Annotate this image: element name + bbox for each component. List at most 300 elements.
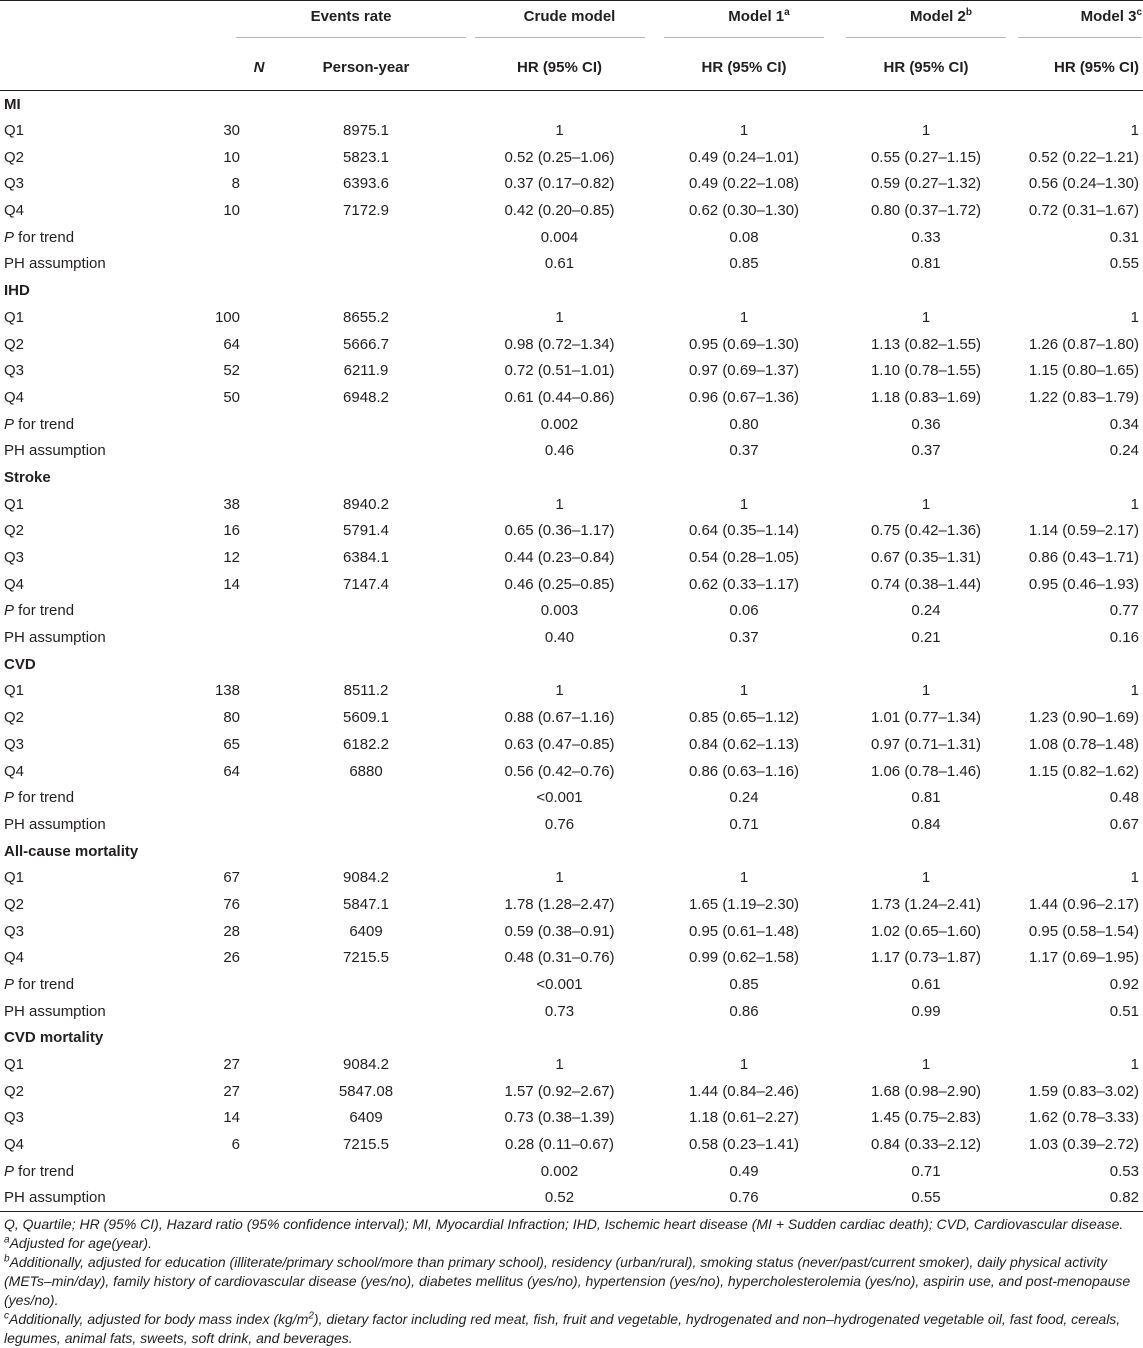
header-hr-model1: HR (95% CI) [653,46,835,91]
hr-model2-cell: 0.24 [911,602,941,620]
events-n-cell [196,624,266,651]
hr-model3-cell: 1.22 (0.83–1.79) [1028,388,1139,406]
table-row [0,251,1143,278]
hr-model3-cell: 0.67 [1109,815,1139,833]
footnote-b-mark: b [4,1253,10,1265]
hr-model3-cell: 1 [1130,869,1139,887]
hr-model2-cell: 1.13 (0.82–1.55) [870,335,982,353]
hr-model1-cell: 0.08 [729,228,759,246]
table-row [0,971,1143,998]
person-year-cell: 5847.1 [343,895,389,913]
hr-model2-cell: 0.81 [911,789,941,807]
hr-model2-cell: 0.74 (0.38–1.44) [870,575,982,593]
hr-crude-cell: 0.56 (0.42–0.76) [504,762,615,780]
events-n-cell: 30 [223,122,240,140]
hr-crude-cell: 0.48 (0.31–0.76) [504,949,615,967]
events-n-cell: 138 [214,682,240,700]
hr-model2-cell: 0.37 [911,442,941,460]
events-n-cell: 27 [223,1082,240,1100]
table-row [0,411,1143,438]
crude-model-label: Crude model [475,8,645,38]
hr-model1-cell: 0.97 (0.69–1.37) [688,362,800,380]
hr-model3-cell: 0.82 [1017,1185,1143,1212]
hr-crude-cell: 1.57 (0.92–2.67) [504,1082,615,1100]
person-year-cell [266,437,466,464]
hr-model1-cell: 1 [739,122,749,140]
hr-model1-cell: 0.95 (0.61–1.48) [688,922,800,940]
events-n-cell: 12 [223,549,240,567]
hr-model2-cell: 0.81 [911,255,941,273]
person-year-cell: 8511.2 [343,682,389,700]
person-year-cell: 7215.5 [343,1136,389,1154]
model1-sup: a [784,7,790,19]
hr-crude-cell: 0.52 [466,1185,653,1212]
hr-model1-cell: 1.18 (0.61–2.27) [688,1109,800,1127]
hr-model2-cell: 1 [921,122,931,140]
hr-model3-cell: 0.92 [1109,976,1139,994]
events-n-cell: 28 [223,922,240,940]
hr-model3-cell: 1.15 (0.80–1.65) [1028,362,1139,380]
hr-crude-cell: 1 [555,122,564,140]
footnote-c [4,1310,1139,1348]
hr-model1-cell: 0.86 [729,1002,759,1020]
row-label-cell: Q4 [4,202,25,220]
events-n-cell: 50 [223,388,240,406]
table-row [0,1158,1143,1185]
hr-model3-cell: 0.72 (0.31–1.67) [1028,202,1139,220]
row-label-cell: Q4 [4,388,25,406]
table-row [0,731,1143,758]
hr-model3-cell: 1.26 (0.87–1.80) [1028,335,1139,353]
hr-model2-cell: 0.55 (0.27–1.15) [870,148,982,166]
hr-model2-cell: 1.02 (0.65–1.60) [870,922,982,940]
section-title: CVD [4,655,36,673]
hr-model1-cell: 0.85 [729,255,759,273]
table-body [0,91,1143,1212]
events-n-cell: 80 [223,709,240,727]
hr-model3-cell: 1 [1130,308,1139,326]
row-label-cell: Q2 [4,895,25,913]
hr-model1-cell: 0.99 (0.62–1.58) [688,949,800,967]
model3-sup: c [1136,7,1142,19]
table-row [0,171,1143,198]
hr-model2-cell: 1 [921,495,931,513]
events-n-cell: 52 [223,362,240,380]
section-header-row [0,91,1143,118]
table-row [0,1131,1143,1158]
hr-model1-cell: 0.24 [729,789,759,807]
events-n-cell [196,998,266,1025]
row-label-cell: Q3 [4,1109,25,1127]
person-year-cell: 6182.2 [343,735,389,753]
hr-model3-cell: 1 [1130,1056,1139,1074]
table-row [0,224,1143,251]
hr-model1-cell: 0.86 (0.63–1.16) [688,762,800,780]
table-row [0,491,1143,518]
row-label-cell: Q4 [4,1136,25,1154]
person-year-cell: 8655.2 [343,308,389,326]
person-year-cell [266,1185,466,1212]
hr-model1-cell: 1.44 (0.84–2.46) [688,1082,800,1100]
footnote-c-text-2: ), dietary factor including red meat, fish, fruit and vegetable, hydrogenated and non–hydrogenated vegetable oil, fast food, cereals, legumes, animal fats, sweets, soft drink, and beverages. [4,1311,1121,1346]
person-year-cell [266,811,466,838]
person-year-cell: 9084.2 [343,869,389,887]
section-title: All-cause mortality [4,842,139,860]
table-row [0,864,1143,891]
person-year-cell [266,411,466,438]
person-year-cell [266,598,466,625]
hr-model2-cell: 1.01 (0.77–1.34) [870,709,982,727]
hr-model1-cell: 0.80 [729,415,759,433]
hr-crude-cell: 0.76 [544,815,575,833]
row-label-cell: Q4 [4,575,25,593]
events-n-cell [196,598,266,625]
row-label-cell: Q3 [4,175,25,193]
person-year-cell: 6393.6 [343,175,389,193]
hr-model3-cell: 0.24 [1109,442,1139,460]
row-label-cell: Q1 [4,495,25,513]
row-label-cell: Q2 [4,148,25,166]
header-hr-model2: HR (95% CI) [835,46,1017,91]
hr-model3-cell: 0.86 (0.43–1.71) [1028,549,1139,567]
hr-model2-cell: 1.06 (0.78–1.46) [870,762,982,780]
hr-model2-cell: 0.97 (0.71–1.31) [870,735,982,753]
table-row [0,384,1143,411]
row-label-cell: PH assumption [4,442,106,460]
hr-model1-cell: 1 [739,1056,749,1074]
person-year-cell: 5847.08 [338,1082,394,1100]
hr-crude-cell: 0.52 (0.25–1.06) [504,148,615,166]
hr-model3-cell: 1.44 (0.96–2.17) [1028,895,1139,913]
hr-model3-cell: 1.23 (0.90–1.69) [1028,709,1139,727]
hr-model3-cell: 0.16 [1109,629,1139,647]
table-row [0,518,1143,545]
hr-model3-cell: 1.17 (0.69–1.95) [1028,949,1139,967]
person-year-cell: 6409 [349,1109,383,1127]
table-row [0,117,1143,144]
hr-model3-cell: 0.34 [1109,415,1139,433]
hr-crude-cell: 0.73 (0.38–1.39) [504,1109,615,1127]
hr-model1-cell: 0.62 (0.30–1.30) [688,202,800,220]
row-label-cell: Q3 [4,922,25,940]
row-label-cell: Q1 [4,308,25,326]
hr-crude-cell: <0.001 [536,789,583,807]
row-label-cell: Q3 [4,362,25,380]
row-label-cell: PH assumption [4,629,106,647]
table-row [0,891,1143,918]
events-n-cell: 100 [214,308,240,326]
hr-model3-cell: 1.15 (0.82–1.62) [1028,762,1139,780]
hr-model3-cell: 0.77 [1109,602,1139,620]
hr-model3-cell: 0.95 (0.46–1.93) [1028,575,1139,593]
hr-crude-cell: 1 [555,682,564,700]
events-n-cell: 64 [223,762,240,780]
hr-model3-cell: 1.03 (0.39–2.72) [1028,1136,1139,1154]
section-title: IHD [4,282,30,300]
row-label-cell: PH assumption [4,255,106,273]
hr-model3-cell: 1.08 (0.78–1.48) [1028,735,1139,753]
header-hr-crude: HR (95% CI) [466,46,653,91]
model1-label: Model 1 [728,8,785,26]
section-title: CVD mortality [4,1029,104,1047]
hr-crude-cell: 1 [555,1056,564,1074]
person-year-cell: 6409 [349,922,383,940]
hr-model2-cell: 1 [921,308,931,326]
row-label-cell: Q4 [4,762,25,780]
hr-crude-cell: 0.003 [540,602,579,620]
hr-model3-cell: 0.48 [1109,789,1139,807]
hr-crude-cell: 0.44 (0.23–0.84) [504,549,615,567]
row-label-cell: P for trend [4,415,75,433]
footnote-abbreviations: Q, Quartile; HR (95% CI), Hazard ratio (95% confidence interval); MI, Myocardial Infraction; IHD, Ischemic heart disease (MI + Sudden cardiac death); CVD, Cardiovascular disease. [4,1216,1124,1232]
table-row [0,918,1143,945]
hr-crude-cell: 0.42 (0.20–0.85) [504,202,615,220]
hr-model2-cell: 1 [921,1056,931,1074]
row-label-cell: Q4 [4,949,25,967]
events-n-cell: 65 [223,735,240,753]
header-row-2 [0,46,1143,91]
table-row [0,784,1143,811]
hr-model2-cell: 0.80 (0.37–1.72) [870,202,982,220]
person-year-cell: 7215.5 [343,949,389,967]
row-label-cell: P for trend [4,228,75,246]
table-row [0,1105,1143,1132]
events-n-cell: 76 [223,895,240,913]
events-n-cell: 26 [223,949,240,967]
events-n-cell [196,251,266,278]
table-row [0,624,1143,651]
table-row [0,998,1143,1025]
hr-crude-cell: 0.63 (0.47–0.85) [504,735,615,753]
hr-model2-cell: 0.59 (0.27–1.32) [870,175,982,193]
hr-model1-cell: 0.49 (0.22–1.08) [688,175,800,193]
hr-model2-cell: 1.10 (0.78–1.55) [870,362,982,380]
hr-crude-cell: 1 [555,869,564,887]
hr-model2-cell: 0.99 [911,1002,941,1020]
hr-model1-cell: 1.65 (1.19–2.30) [688,895,800,913]
hr-model3-cell: 0.52 (0.22–1.21) [1028,148,1139,166]
hr-model2-cell: 0.75 (0.42–1.36) [870,522,982,540]
hr-model1-cell: 1 [739,682,749,700]
person-year-cell [266,624,466,651]
table-row [0,571,1143,598]
hr-model3-cell: 1.14 (0.59–2.17) [1028,522,1139,540]
hr-model2-cell: 0.71 [911,1162,941,1180]
hr-model2-cell: 0.55 [835,1185,1017,1212]
hr-model2-cell: 1.73 (1.24–2.41) [870,895,982,913]
hr-model2-cell: 1 [921,682,931,700]
table-row [0,945,1143,972]
events-n-cell: 6 [231,1136,240,1154]
table-row [0,197,1143,224]
header-hr-model3: HR (95% CI) [1017,46,1143,91]
footnote-a [4,1234,1139,1253]
hr-model2-cell: 1.68 (0.98–2.90) [870,1082,982,1100]
hr-model1-cell: 0.71 [729,815,759,833]
person-year-cell [266,971,466,998]
table-row [0,1078,1143,1105]
person-year-cell: 6384.1 [343,549,389,567]
hr-model1-cell: 0.76 [653,1185,835,1212]
table-row [0,1051,1143,1078]
hr-model3-cell: 1 [1130,122,1139,140]
hr-crude-cell: 1 [555,308,564,326]
events-n-cell [196,411,266,438]
header-crude-model [466,1,653,46]
hr-crude-cell: 0.98 (0.72–1.34) [504,335,615,353]
row-label-cell: Q1 [4,682,25,700]
hr-model1-cell: 0.84 (0.62–1.13) [688,735,800,753]
row-label-cell: Q3 [4,549,25,567]
hr-model3-cell: 1 [1130,495,1139,513]
hr-model1-cell: 0.49 [729,1162,759,1180]
hr-model1-cell: 0.62 (0.33–1.17) [688,575,800,593]
person-year-cell: 5609.1 [343,709,389,727]
person-year-cell: 5791.4 [343,522,389,540]
hr-crude-cell: 0.61 [544,255,575,273]
hr-crude-cell: 0.46 [544,442,575,460]
row-label-cell: Q2 [4,335,25,353]
hr-model2-cell: 1.18 (0.83–1.69) [870,388,982,406]
hr-model2-cell: 0.84 [911,815,941,833]
table-row [0,704,1143,731]
events-n-cell: 67 [223,869,240,887]
row-label-cell: PH assumption [4,1002,106,1020]
hr-crude-cell: 0.73 [544,1002,575,1020]
hr-model1-cell: 0.85 (0.65–1.12) [688,709,800,727]
hr-crude-cell: 0.40 [544,629,575,647]
row-label-cell: P for trend [4,976,75,994]
hr-model1-cell: 0.85 [729,976,759,994]
footnotes [4,1215,1139,1348]
person-year-cell [266,224,466,251]
header-model1 [653,1,835,46]
row-label-cell: P for trend [4,789,75,807]
hr-crude-cell: 0.72 (0.51–1.01) [504,362,615,380]
row-label-cell: PH assumption [4,815,106,833]
row-label-cell: Q1 [4,869,25,887]
hr-model2-cell: 0.21 [911,629,941,647]
hr-model1-cell: 1 [739,869,749,887]
hr-model3-cell: 1.62 (0.78–3.33) [1028,1109,1139,1127]
hr-model3-cell: 0.31 [1109,228,1139,246]
table-row [0,598,1143,625]
hr-model3-cell: 0.51 [1109,1002,1139,1020]
hr-model2-cell: 0.36 [911,415,941,433]
hr-model1-cell: 0.37 [729,442,759,460]
section-header-row [0,277,1143,304]
row-label-cell: Q1 [4,1056,25,1074]
hr-model3-cell: 1.59 (0.83–3.02) [1028,1082,1139,1100]
person-year-cell: 9084.2 [343,1056,389,1074]
hr-crude-cell: 0.61 (0.44–0.86) [504,388,615,406]
table-row [0,437,1143,464]
model2-sup: b [965,7,972,19]
events-n-cell: 16 [223,522,240,540]
header-person-year: Person-year [266,46,466,91]
person-year-cell: 8940.2 [343,495,389,513]
row-label-cell: Q1 [4,122,25,140]
hr-model3-cell: 0.53 [1109,1162,1139,1180]
section-header-row [0,651,1143,678]
table-row [0,1185,1143,1212]
person-year-cell: 6211.9 [343,362,389,380]
person-year-cell: 6948.2 [343,388,389,406]
hr-model1-cell: 0.37 [729,629,759,647]
events-n-cell: 10 [223,148,240,166]
section-title: MI [4,95,21,113]
row-label-cell: Q2 [4,522,25,540]
hr-crude-cell: 0.002 [540,415,579,433]
header-n: N [196,46,266,91]
person-year-cell: 7172.9 [343,202,389,220]
events-n-cell: 10 [223,202,240,220]
hr-model3-cell: 0.56 (0.24–1.30) [1028,175,1139,193]
person-year-cell [266,784,466,811]
person-year-cell: 5666.7 [343,335,389,353]
hr-model1-cell: 0.54 (0.28–1.05) [688,549,800,567]
person-year-cell: 8975.1 [343,122,389,140]
row-label-cell: P for trend [4,1162,75,1180]
header-model2 [835,1,1017,46]
hr-model1-cell: 0.58 (0.23–1.41) [688,1136,800,1154]
events-n-cell [196,811,266,838]
events-n-cell: 14 [223,1109,240,1127]
hr-model1-cell: 0.95 (0.69–1.30) [688,335,800,353]
events-n-cell: 14 [223,575,240,593]
footnote-b-text: Additionally, adjusted for education (illiterate/primary school/more than primary school), residency (urban/rural), smoking status (never/past/current smoker), daily physical activity (METs–min/day), family history of cardiovascular disease (yes/no), diabetes mellitus (yes/no), hypertension (yes/no), hypercholesterolemia (yes/no), aspirin use, and post-menopause (yes/no). [4,1254,1131,1308]
person-year-cell [266,251,466,278]
events-n-cell: 38 [223,495,240,513]
hr-model1-cell: 1 [739,495,749,513]
events-n-cell [196,1158,266,1185]
footnote-c-mark: c [4,1310,9,1322]
events-n-cell [196,437,266,464]
footnote-c-text-1: Additionally, adjusted for body mass index (kg/m [9,1311,309,1327]
hr-model3-cell: 0.55 [1109,255,1139,273]
hr-model2-cell: 0.67 (0.35–1.31) [870,549,982,567]
table-row [0,357,1143,384]
events-n-cell: 27 [223,1056,240,1074]
hr-model3-cell: 0.95 (0.58–1.54) [1028,922,1139,940]
person-year-cell [266,998,466,1025]
header-row-1 [0,1,1143,46]
footnote-c-superscript: 2 [308,1310,314,1322]
row-label-cell: Q2 [4,709,25,727]
hr-model2-cell: 0.33 [911,228,941,246]
row-label-cell: Q3 [4,735,25,753]
person-year-cell: 5823.1 [343,148,389,166]
hr-model2-cell: 1 [921,869,931,887]
hr-crude-cell: <0.001 [536,976,583,994]
row-label-cell: PH assumption [0,1185,196,1212]
section-header-row [0,464,1143,491]
hr-crude-cell: 1.78 (1.28–2.47) [504,895,615,913]
hr-model1-cell: 1 [739,308,749,326]
model2-label: Model 2 [910,8,966,26]
footnote-a-text: Adjusted for age(year). [9,1235,152,1251]
hr-model2-cell: 1.45 (0.75–2.83) [870,1109,982,1127]
hr-model2-cell: 0.84 (0.33–2.12) [870,1136,982,1154]
hr-model1-cell: 0.06 [729,602,759,620]
header-blank-2 [0,46,196,91]
model3-label: Model 3 [1080,8,1137,26]
hr-crude-cell: 0.46 (0.25–0.85) [504,575,615,593]
hr-crude-cell: 0.59 (0.38–0.91) [504,922,615,940]
hr-crude-cell: 0.37 (0.17–0.82) [504,175,615,193]
person-year-cell: 7147.4 [343,575,389,593]
table-row [0,544,1143,571]
